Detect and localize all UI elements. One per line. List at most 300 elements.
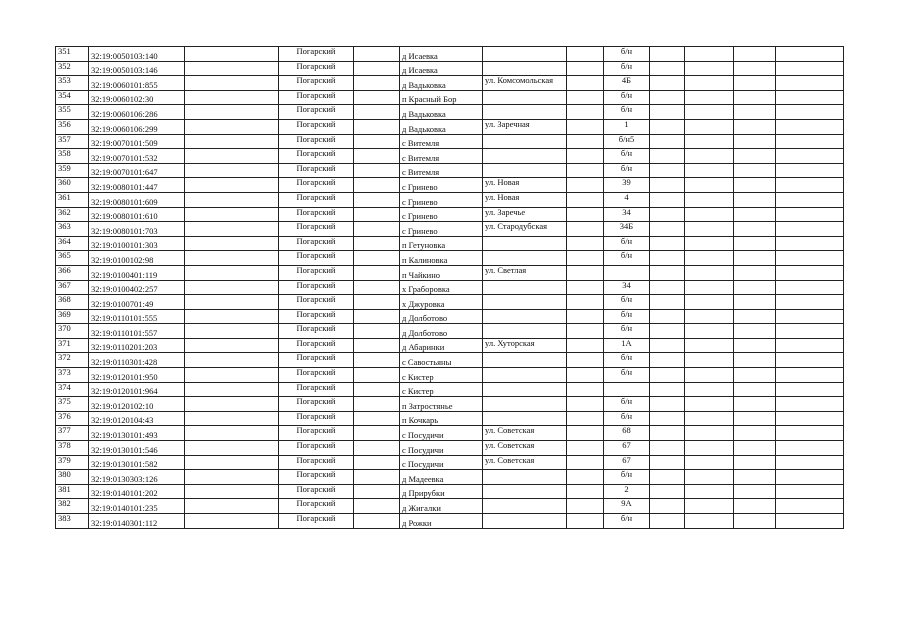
- district-cell: Погарский: [279, 441, 354, 456]
- street-cell: [483, 90, 567, 105]
- table-row: [56, 411, 844, 426]
- blank-cell: [734, 470, 776, 485]
- blank-cell: [776, 382, 844, 397]
- blank-cell: [185, 324, 279, 339]
- blank-cell: [567, 441, 604, 456]
- table-row: [56, 309, 844, 324]
- blank-cell: [185, 222, 279, 237]
- blank-cell: [685, 236, 734, 251]
- cadastral-number: 32:19:0060106:286: [89, 105, 185, 120]
- settlement-cell: с Кистер: [400, 368, 483, 383]
- blank-cell: [685, 149, 734, 164]
- row-number: 360: [56, 178, 89, 193]
- blank-cell: [567, 251, 604, 266]
- blank-cell: [776, 47, 844, 62]
- street-cell: [483, 280, 567, 295]
- street-cell: [483, 105, 567, 120]
- blank-cell: [354, 134, 400, 149]
- table-row: [56, 178, 844, 193]
- blank-cell: [650, 514, 685, 529]
- table-row: [56, 455, 844, 470]
- row-number: 380: [56, 470, 89, 485]
- blank-cell: [354, 397, 400, 412]
- house-number: 67: [604, 455, 650, 470]
- blank-cell: [185, 426, 279, 441]
- table-row: [56, 236, 844, 251]
- blank-cell: [354, 149, 400, 164]
- house-number: б/н: [604, 397, 650, 412]
- settlement-cell: с Гринево: [400, 192, 483, 207]
- blank-cell: [650, 470, 685, 485]
- district-cell: Погарский: [279, 324, 354, 339]
- row-number: 376: [56, 411, 89, 426]
- blank-cell: [185, 338, 279, 353]
- street-cell: [483, 309, 567, 324]
- house-number: 67: [604, 441, 650, 456]
- blank-cell: [776, 499, 844, 514]
- row-number: 369: [56, 309, 89, 324]
- table-row: [56, 514, 844, 529]
- blank-cell: [354, 178, 400, 193]
- blank-cell: [650, 426, 685, 441]
- blank-cell: [734, 499, 776, 514]
- cadastral-number: 32:19:0060106:299: [89, 119, 185, 134]
- blank-cell: [685, 90, 734, 105]
- cadastral-number: 32:19:0130101:493: [89, 426, 185, 441]
- street-cell: [483, 484, 567, 499]
- district-cell: Погарский: [279, 192, 354, 207]
- blank-cell: [734, 105, 776, 120]
- blank-cell: [685, 514, 734, 529]
- street-cell: ул. Советская: [483, 441, 567, 456]
- blank-cell: [734, 134, 776, 149]
- street-cell: [483, 514, 567, 529]
- settlement-cell: д Вадьковка: [400, 119, 483, 134]
- blank-cell: [650, 455, 685, 470]
- blank-cell: [685, 76, 734, 91]
- blank-cell: [650, 149, 685, 164]
- row-number: 359: [56, 163, 89, 178]
- table-row: [56, 192, 844, 207]
- cadastral-number: 32:19:0120102:10: [89, 397, 185, 412]
- blank-cell: [776, 455, 844, 470]
- row-number: 381: [56, 484, 89, 499]
- blank-cell: [734, 236, 776, 251]
- cadastral-number: 32:19:0130101:546: [89, 441, 185, 456]
- blank-cell: [567, 149, 604, 164]
- settlement-cell: п Кочкарь: [400, 411, 483, 426]
- street-cell: ул. Советская: [483, 426, 567, 441]
- blank-cell: [650, 411, 685, 426]
- district-cell: Погарский: [279, 295, 354, 310]
- cadastral-number: 32:19:0080101:447: [89, 178, 185, 193]
- blank-cell: [734, 309, 776, 324]
- blank-cell: [185, 90, 279, 105]
- blank-cell: [734, 368, 776, 383]
- blank-cell: [734, 441, 776, 456]
- blank-cell: [650, 324, 685, 339]
- blank-cell: [185, 484, 279, 499]
- settlement-cell: д Вадьковка: [400, 76, 483, 91]
- blank-cell: [685, 368, 734, 383]
- table-row: [56, 222, 844, 237]
- row-number: 366: [56, 265, 89, 280]
- blank-cell: [185, 411, 279, 426]
- house-number: 34Б: [604, 222, 650, 237]
- blank-cell: [650, 222, 685, 237]
- row-number: 363: [56, 222, 89, 237]
- blank-cell: [185, 105, 279, 120]
- row-number: 362: [56, 207, 89, 222]
- blank-cell: [734, 207, 776, 222]
- row-number: 361: [56, 192, 89, 207]
- blank-cell: [567, 455, 604, 470]
- blank-cell: [776, 76, 844, 91]
- blank-cell: [567, 514, 604, 529]
- blank-cell: [185, 280, 279, 295]
- blank-cell: [734, 280, 776, 295]
- blank-cell: [185, 265, 279, 280]
- cadastral-number: 32:19:0100102:98: [89, 251, 185, 266]
- cadastral-number: 32:19:0060101:855: [89, 76, 185, 91]
- house-number: [604, 382, 650, 397]
- district-cell: Погарский: [279, 61, 354, 76]
- blank-cell: [354, 353, 400, 368]
- blank-cell: [776, 265, 844, 280]
- cadastral-number: 32:19:0080101:703: [89, 222, 185, 237]
- blank-cell: [185, 47, 279, 62]
- blank-cell: [776, 368, 844, 383]
- blank-cell: [354, 280, 400, 295]
- blank-cell: [354, 411, 400, 426]
- house-number: б/н5: [604, 134, 650, 149]
- blank-cell: [650, 441, 685, 456]
- settlement-cell: с Посудичи: [400, 441, 483, 456]
- table-row: [56, 484, 844, 499]
- blank-cell: [776, 309, 844, 324]
- cadastral-number: 32:19:0130303:126: [89, 470, 185, 485]
- settlement-cell: п Чайкино: [400, 265, 483, 280]
- blank-cell: [650, 397, 685, 412]
- street-cell: [483, 411, 567, 426]
- blank-cell: [685, 484, 734, 499]
- house-number: б/н: [604, 251, 650, 266]
- registry-table: [55, 46, 844, 529]
- house-number: [604, 265, 650, 280]
- settlement-cell: с Витемля: [400, 134, 483, 149]
- settlement-cell: с Кистер: [400, 382, 483, 397]
- row-number: 370: [56, 324, 89, 339]
- blank-cell: [776, 426, 844, 441]
- cadastral-number: 32:19:0080101:609: [89, 192, 185, 207]
- row-number: 373: [56, 368, 89, 383]
- blank-cell: [734, 251, 776, 266]
- blank-cell: [650, 47, 685, 62]
- blank-cell: [776, 236, 844, 251]
- blank-cell: [567, 76, 604, 91]
- cadastral-number: 32:19:0130101:582: [89, 455, 185, 470]
- cadastral-number: 32:19:0140301:112: [89, 514, 185, 529]
- blank-cell: [734, 455, 776, 470]
- table-row: [56, 280, 844, 295]
- table-row: [56, 499, 844, 514]
- blank-cell: [567, 382, 604, 397]
- blank-cell: [650, 353, 685, 368]
- blank-cell: [776, 163, 844, 178]
- settlement-cell: п Гетуновка: [400, 236, 483, 251]
- district-cell: Погарский: [279, 207, 354, 222]
- blank-cell: [567, 368, 604, 383]
- cadastral-number: 32:19:0120104:43: [89, 411, 185, 426]
- house-number: б/н: [604, 61, 650, 76]
- row-number: 365: [56, 251, 89, 266]
- house-number: б/н: [604, 163, 650, 178]
- house-number: б/н: [604, 324, 650, 339]
- district-cell: Погарский: [279, 178, 354, 193]
- table-row: [56, 324, 844, 339]
- street-cell: [483, 397, 567, 412]
- table-body: [56, 47, 844, 529]
- street-cell: [483, 295, 567, 310]
- house-number: б/н: [604, 470, 650, 485]
- street-cell: [483, 368, 567, 383]
- blank-cell: [685, 353, 734, 368]
- blank-cell: [776, 192, 844, 207]
- blank-cell: [776, 470, 844, 485]
- street-cell: [483, 499, 567, 514]
- district-cell: Погарский: [279, 411, 354, 426]
- settlement-cell: д Абаринки: [400, 338, 483, 353]
- blank-cell: [185, 236, 279, 251]
- blank-cell: [734, 265, 776, 280]
- blank-cell: [776, 61, 844, 76]
- cadastral-number: 32:19:0100101:303: [89, 236, 185, 251]
- district-cell: Погарский: [279, 251, 354, 266]
- blank-cell: [685, 61, 734, 76]
- blank-cell: [685, 426, 734, 441]
- blank-cell: [685, 134, 734, 149]
- blank-cell: [734, 324, 776, 339]
- blank-cell: [354, 470, 400, 485]
- street-cell: [483, 353, 567, 368]
- row-number: 367: [56, 280, 89, 295]
- row-number: 368: [56, 295, 89, 310]
- row-number: 382: [56, 499, 89, 514]
- district-cell: Погарский: [279, 455, 354, 470]
- blank-cell: [685, 324, 734, 339]
- house-number: б/н: [604, 47, 650, 62]
- district-cell: Погарский: [279, 470, 354, 485]
- blank-cell: [734, 514, 776, 529]
- cadastral-number: 32:19:0120101:950: [89, 368, 185, 383]
- blank-cell: [567, 484, 604, 499]
- table-row: [56, 163, 844, 178]
- street-cell: ул. Новая: [483, 178, 567, 193]
- blank-cell: [650, 265, 685, 280]
- blank-cell: [776, 251, 844, 266]
- row-number: 371: [56, 338, 89, 353]
- table-row: [56, 149, 844, 164]
- blank-cell: [685, 397, 734, 412]
- blank-cell: [650, 499, 685, 514]
- blank-cell: [734, 163, 776, 178]
- blank-cell: [650, 76, 685, 91]
- blank-cell: [354, 192, 400, 207]
- settlement-cell: д Прирубки: [400, 484, 483, 499]
- blank-cell: [354, 499, 400, 514]
- house-number: 34: [604, 207, 650, 222]
- row-number: 377: [56, 426, 89, 441]
- blank-cell: [685, 295, 734, 310]
- blank-cell: [650, 134, 685, 149]
- blank-cell: [567, 470, 604, 485]
- district-cell: Погарский: [279, 397, 354, 412]
- blank-cell: [567, 236, 604, 251]
- settlement-cell: х Граборовка: [400, 280, 483, 295]
- blank-cell: [776, 105, 844, 120]
- blank-cell: [685, 105, 734, 120]
- house-number: 39: [604, 178, 650, 193]
- house-number: б/н: [604, 236, 650, 251]
- blank-cell: [650, 382, 685, 397]
- row-number: 354: [56, 90, 89, 105]
- blank-cell: [185, 470, 279, 485]
- house-number: б/н: [604, 353, 650, 368]
- blank-cell: [685, 338, 734, 353]
- blank-cell: [776, 119, 844, 134]
- blank-cell: [734, 295, 776, 310]
- cadastral-number: 32:19:0100402:257: [89, 280, 185, 295]
- blank-cell: [776, 207, 844, 222]
- cadastral-number: 32:19:0140101:235: [89, 499, 185, 514]
- district-cell: Погарский: [279, 163, 354, 178]
- blank-cell: [650, 192, 685, 207]
- blank-cell: [185, 309, 279, 324]
- district-cell: Погарский: [279, 105, 354, 120]
- row-number: 378: [56, 441, 89, 456]
- blank-cell: [685, 280, 734, 295]
- blank-cell: [650, 338, 685, 353]
- row-number: 352: [56, 61, 89, 76]
- blank-cell: [734, 382, 776, 397]
- blank-cell: [685, 47, 734, 62]
- street-cell: [483, 134, 567, 149]
- blank-cell: [185, 119, 279, 134]
- blank-cell: [734, 149, 776, 164]
- blank-cell: [685, 265, 734, 280]
- blank-cell: [650, 90, 685, 105]
- blank-cell: [354, 90, 400, 105]
- table-row: [56, 470, 844, 485]
- settlement-cell: с Витемля: [400, 163, 483, 178]
- district-cell: Погарский: [279, 90, 354, 105]
- blank-cell: [354, 47, 400, 62]
- street-cell: ул. Новая: [483, 192, 567, 207]
- blank-cell: [650, 368, 685, 383]
- blank-cell: [185, 251, 279, 266]
- street-cell: ул. Заречная: [483, 119, 567, 134]
- settlement-cell: п Калиновка: [400, 251, 483, 266]
- district-cell: Погарский: [279, 236, 354, 251]
- row-number: 372: [56, 353, 89, 368]
- row-number: 383: [56, 514, 89, 529]
- blank-cell: [650, 119, 685, 134]
- settlement-cell: с Гринево: [400, 222, 483, 237]
- table-row: [56, 47, 844, 62]
- blank-cell: [354, 222, 400, 237]
- row-number: 353: [56, 76, 89, 91]
- blank-cell: [354, 105, 400, 120]
- table-row: [56, 251, 844, 266]
- district-cell: Погарский: [279, 382, 354, 397]
- blank-cell: [354, 455, 400, 470]
- blank-cell: [650, 484, 685, 499]
- blank-cell: [776, 149, 844, 164]
- street-cell: ул. Стародубская: [483, 222, 567, 237]
- house-number: 2: [604, 484, 650, 499]
- blank-cell: [185, 163, 279, 178]
- blank-cell: [354, 295, 400, 310]
- blank-cell: [567, 61, 604, 76]
- settlement-cell: с Гринево: [400, 178, 483, 193]
- blank-cell: [354, 484, 400, 499]
- blank-cell: [185, 499, 279, 514]
- cadastral-number: 32:19:0050103:146: [89, 61, 185, 76]
- table-row: [56, 265, 844, 280]
- district-cell: Погарский: [279, 119, 354, 134]
- street-cell: ул. Комсомольская: [483, 76, 567, 91]
- district-cell: Погарский: [279, 353, 354, 368]
- house-number: б/н: [604, 309, 650, 324]
- row-number: 358: [56, 149, 89, 164]
- settlement-cell: д Исаевка: [400, 61, 483, 76]
- blank-cell: [567, 134, 604, 149]
- house-number: 34: [604, 280, 650, 295]
- blank-cell: [776, 280, 844, 295]
- house-number: 4Б: [604, 76, 650, 91]
- blank-cell: [354, 251, 400, 266]
- blank-cell: [354, 61, 400, 76]
- blank-cell: [185, 76, 279, 91]
- blank-cell: [776, 353, 844, 368]
- table-row: [56, 61, 844, 76]
- cadastral-number: 32:19:0050103:140: [89, 47, 185, 62]
- blank-cell: [185, 134, 279, 149]
- blank-cell: [685, 222, 734, 237]
- blank-cell: [734, 338, 776, 353]
- blank-cell: [185, 441, 279, 456]
- settlement-cell: п Красный Бор: [400, 90, 483, 105]
- blank-cell: [776, 295, 844, 310]
- district-cell: Погарский: [279, 514, 354, 529]
- blank-cell: [354, 236, 400, 251]
- blank-cell: [734, 61, 776, 76]
- street-cell: [483, 251, 567, 266]
- blank-cell: [734, 426, 776, 441]
- blank-cell: [567, 119, 604, 134]
- street-cell: ул. Хуторская: [483, 338, 567, 353]
- blank-cell: [185, 61, 279, 76]
- house-number: б/н: [604, 368, 650, 383]
- blank-cell: [776, 134, 844, 149]
- table-row: [56, 338, 844, 353]
- settlement-cell: д Вадьковка: [400, 105, 483, 120]
- house-number: б/н: [604, 295, 650, 310]
- blank-cell: [685, 455, 734, 470]
- district-cell: Погарский: [279, 499, 354, 514]
- street-cell: [483, 382, 567, 397]
- blank-cell: [354, 368, 400, 383]
